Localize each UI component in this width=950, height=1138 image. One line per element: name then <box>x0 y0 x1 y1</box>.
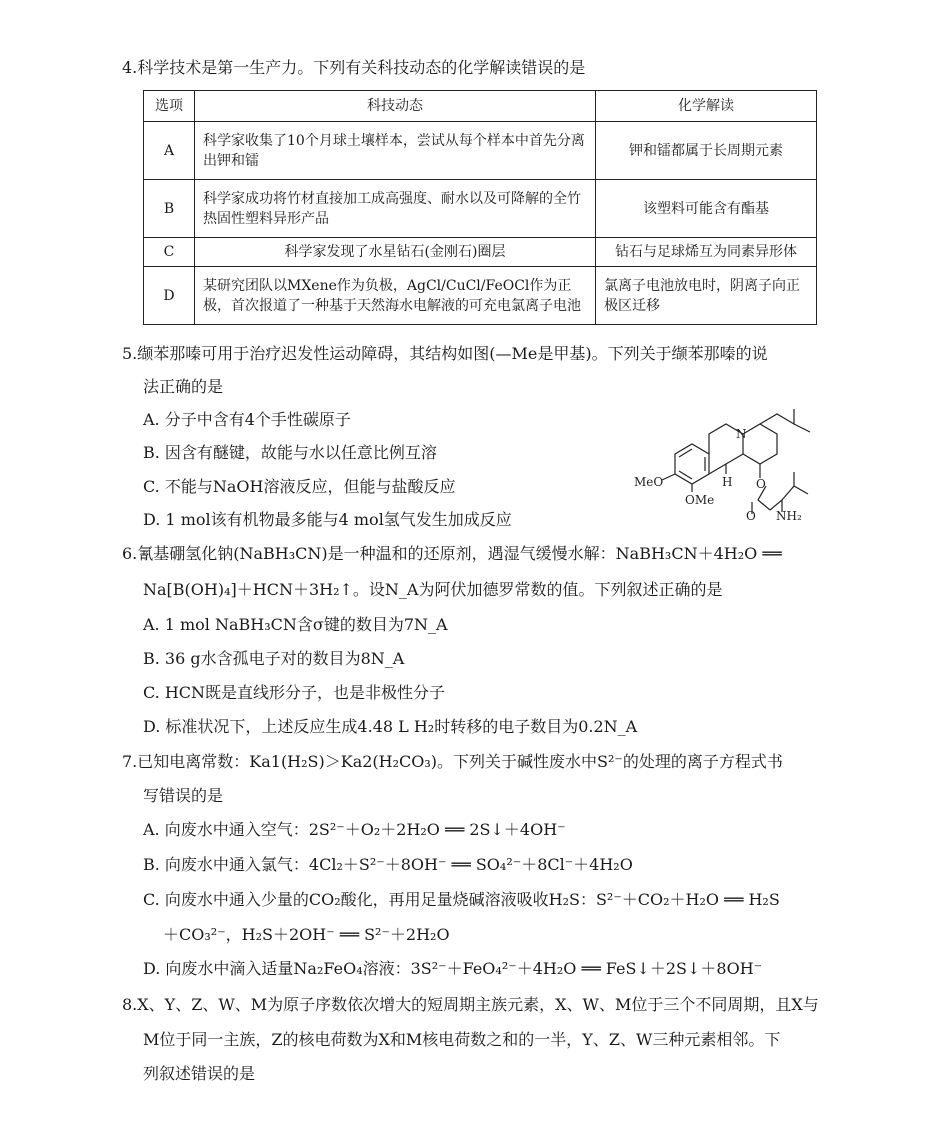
header-news: 科技动态 <box>195 91 596 122</box>
q7-stem-line1: 7.已知电离常数：Ka1(H₂S)＞Ka2(H₂CO₃)。下列关于碱性废水中S²⁻的处理的离子方程式书 <box>122 752 783 771</box>
valbenazine-structure <box>630 402 820 522</box>
q6-stem-line2: Na[B(OH)₄]＋HCN＋3H₂↑。设N_A为阿伏加德罗常数的值。下列叙述正确的是 <box>143 580 723 599</box>
row-news: 科学家成功将竹材直接加工成高强度、耐水以及可降解的全竹热固性塑料异形产品 <box>195 180 596 238</box>
q7-option-d: D. 向废水中滴入适量Na₂FeO₄溶液：3S²⁻＋FeO₄²⁻＋4H₂O ══ FeS↓＋2S↓＋8OH⁻ <box>143 959 763 978</box>
table-row <box>144 238 817 267</box>
q8-stem-line1: 8.X、Y、Z、W、M为原子序数依次增大的短周期主族元素，X、W、M位于三个不同周期，且X与 <box>122 995 819 1014</box>
q5-option-a: A. 分子中含有4个手性碳原子 <box>143 410 351 429</box>
header-interpretation: 化学解读 <box>596 91 817 122</box>
q5-option-c: C. 不能与NaOH溶液反应，但能与盐酸反应 <box>143 477 456 496</box>
structure-label-nh2: NH₂ <box>776 509 802 522</box>
benzene-ring <box>675 444 709 484</box>
q6-option-d: D. 标准状况下，上述反应生成4.48 L H₂时转移的电子数目为0.2N_A <box>143 717 638 736</box>
row-option: C <box>144 238 195 267</box>
q4-table <box>143 90 817 325</box>
row-option: A <box>144 122 195 180</box>
row-interpretation: 钾和镭都属于长周期元素 <box>596 122 817 180</box>
table-row <box>144 122 817 180</box>
q7-option-b: B. 向废水中通入氯气：4Cl₂＋S²⁻＋8OH⁻ ══ SO₄²⁻＋8Cl⁻＋4H₂O <box>143 855 633 874</box>
q5-option-b: B. 因含有醚键，故能与水以任意比例互溶 <box>143 443 437 462</box>
row-interpretation: 氯离子电池放电时，阴离子向正极区迁移 <box>596 267 817 325</box>
structure-label-o-ring: O <box>756 477 766 491</box>
q6-option-a: A. 1 mol NaBH₃CN含σ键的数目为7N_A <box>143 615 448 634</box>
q5-stem-line2: 法正确的是 <box>143 377 224 396</box>
q4-stem: 4.科学技术是第一生产力。下列有关科技动态的化学解读错误的是 <box>122 58 586 77</box>
structure-label-h: H <box>722 475 733 489</box>
q5-stem-line1: 5.缬苯那嗪可用于治疗迟发性运动障碍，其结构如图(—Me是甲基)。下列关于缬苯那嗪的说 <box>122 344 768 363</box>
q6-option-b: B. 36 g水含孤电子对的数目为8N_A <box>143 649 405 668</box>
table-header-row <box>144 91 817 122</box>
q7-option-c-line1: C. 向废水中通入少量的CO₂酸化，再用足量烧碱溶液吸收H₂S：S²⁻＋CO₂＋H₂O ══ H₂S <box>143 890 780 909</box>
row-news: 科学家收集了10个月球土壤样本，尝试从每个样本中首先分离出钾和镭 <box>195 122 596 180</box>
table-row <box>144 267 817 325</box>
q5-option-d: D. 1 mol该有机物最多能与4 mol氢气发生加成反应 <box>143 510 512 529</box>
structure-label-n: N <box>736 427 747 441</box>
q7-stem-line2: 写错误的是 <box>143 786 224 805</box>
structure-label-meo: MeO <box>634 475 664 489</box>
row-option: D <box>144 267 195 325</box>
q7-option-c-line2: ＋CO₃²⁻，H₂S＋2OH⁻ ══ S²⁻＋2H₂O <box>163 925 450 944</box>
row-interpretation: 钻石与足球烯互为同素异形体 <box>596 238 817 267</box>
row-option: B <box>144 180 195 238</box>
structure-label-o-carbonyl: O <box>746 509 756 522</box>
row-news: 某研究团队以MXene作为负极，AgCl/CuCl/FeOCl作为正极，首次报道了一种基于天然海水电解液的可充电氯离子电池 <box>195 267 596 325</box>
row-news: 科学家发现了水星钻石(金刚石)圈层 <box>195 238 596 267</box>
header-option: 选项 <box>144 91 195 122</box>
q6-stem-line1: 6.氰基硼氢化钠(NaBH₃CN)是一种温和的还原剂，遇湿气缓慢水解：NaBH₃CN＋4H₂O ══ <box>122 544 782 563</box>
structure-label-ome: OMe <box>685 493 715 507</box>
q7-option-a: A. 向废水中通入空气：2S²⁻＋O₂＋2H₂O ══ 2S↓＋4OH⁻ <box>143 820 566 839</box>
table-row <box>144 180 817 238</box>
q8-stem-line3: 列叙述错误的是 <box>143 1064 256 1083</box>
q6-option-c: C. HCN既是直线形分子，也是非极性分子 <box>143 683 446 702</box>
row-interpretation: 该塑料可能含有酯基 <box>596 180 817 238</box>
q8-stem-line2: M位于同一主族，Z的核电荷数为X和M核电荷数之和的一半，Y、Z、W三种元素相邻。下 <box>143 1030 781 1049</box>
